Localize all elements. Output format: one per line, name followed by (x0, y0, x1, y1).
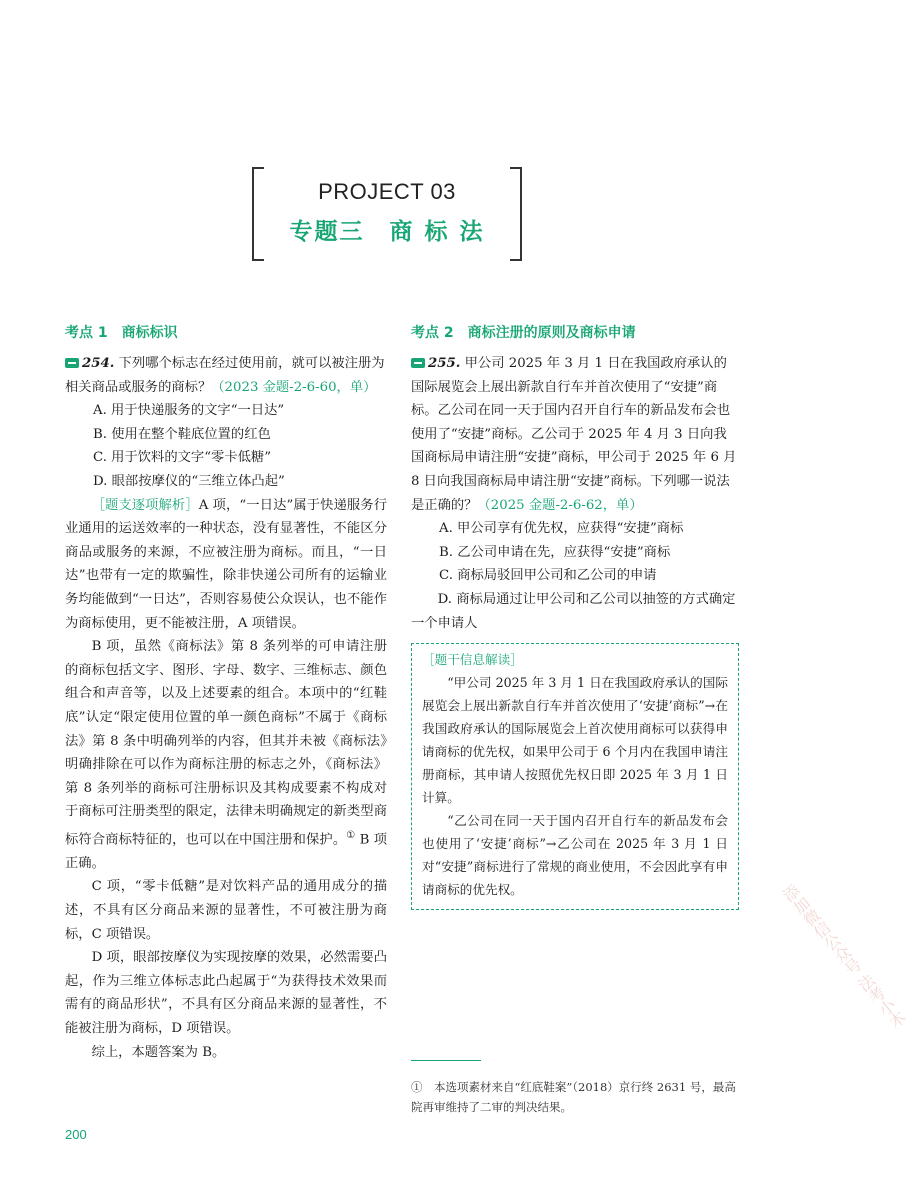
page-number: 200 (65, 1127, 87, 1142)
analysis-para-a (65, 494, 387, 636)
question-icon (411, 358, 425, 368)
question-icon (65, 358, 79, 368)
info-box (411, 643, 739, 910)
info-tag: ［题干信息解读］ (422, 652, 523, 668)
option-d: D. 眼部按摩仪的“三维立体凸起” (93, 473, 285, 489)
footnote-divider (411, 1060, 481, 1061)
footnote-ref[interactable]: ① (346, 829, 356, 841)
project-label: PROJECT 03 (318, 179, 456, 204)
question-255 (411, 352, 739, 517)
question-number: 255. (428, 356, 461, 371)
option-c: C. 商标局驳回甲公司和乙公司的申请 (439, 568, 657, 584)
chapter-title: 专题三 商 标 法 (289, 219, 485, 245)
analysis-text-a: A 项，“一日达”属于快递服务行业通用的运送效率的一种状态，没有显著性，不能区分商品或服务的来源，不应被注册为商标。而且，“一日达”也带有一定的欺骗性，除非快递公司所有的运输业务均能做到“一日达”，否则容易使公众误认，也不能作为商标使用，更不能被注册，A 项错误。 (65, 497, 387, 631)
question-text: 甲公司 2025 年 3 月 1 日在我国政府承认的国际展览会上展出新款自行车并首次使用了“安捷”商标。乙公司在同一天于国内召开自行车的新品发布会也使用了“安捷”商标。乙公司于 2025 年 4 月 3 日向我国商标局申请注册“安捷”商标，甲公司于 2025 年 6 月 8 日向我国商标局申请注册“安捷”商标。下列哪一说法是正确的？ (411, 356, 737, 513)
analysis-para-b (65, 635, 387, 875)
footnote: ① 本选项素材来自“红底鞋案”（2018）京行终 2631 号，最高院再审维持了二审的判决结果。 (411, 1080, 736, 1114)
question-number: 254. (82, 356, 115, 371)
question-254 (65, 352, 387, 399)
analysis-conclusion: 综上，本题答案为 B。 (91, 1044, 226, 1060)
left-column (65, 322, 387, 1064)
section-heading-1 (65, 322, 387, 344)
analysis-tag: ［题支逐项解析］ (91, 497, 199, 513)
section-heading-2 (411, 322, 739, 344)
option-b: B. 使用在整个鞋底位置的红色 (93, 426, 271, 442)
section-number: 考点 2 (411, 325, 454, 341)
analysis-text-b-end: B 项正确。 (65, 832, 387, 871)
option-d: D. 商标局通过让甲公司和乙公司以抽签的方式确定一个申请人 (411, 591, 736, 631)
analysis-para-c: C 项，“零卡低糖”是对饮料产品的通用成分的描述，不具有区分商品来源的显著性，不可被注册为商标，C 项错误。 (65, 879, 387, 942)
analysis-para-d: D 项，眼部按摩仪为实现按摩的效果，必然需要凸起，作为三维立体标志此凸起属于“为获得技术效果而需有的商品形状”，不具有区分商品来源的显著性，不能被注册为商标，D 项错误。 (65, 950, 387, 1037)
option-b: B. 乙公司申请在先，应获得“安捷”商标 (439, 544, 671, 560)
question-source: （2025 金题-2-6-62，单） (477, 497, 643, 513)
watermark: 添加微信公众号 法考小木 (777, 881, 909, 1033)
info-para-1: “甲公司 2025 年 3 月 1 日在我国政府承认的国际展览会上展出新款自行车并首次使用了‘安捷’商标”→在我国政府承认的国际展览会上首次使用商标可以获得申请商标的优先权，如果甲公司于 6 个月内在我国申请注册商标，其申请人按照优先权日即 2025 年 3 月 1 日计算。 (422, 675, 728, 806)
question-text: 下列哪个标志在经过使用前，就可以被注册为相关商品或服务的商标？ (65, 356, 385, 395)
section-number: 考点 1 (65, 325, 108, 341)
right-column (411, 322, 739, 910)
chapter-header (252, 167, 522, 259)
section-title: 商标标识 (121, 325, 178, 341)
option-c: C. 用于饮料的文字“零卡低糖” (93, 450, 272, 466)
analysis-text-b: B 项，虽然《商标法》第 8 条列举的可申请注册的商标包括文字、图形、字母、数字、三维标志、颜色组合和声音等，以及上述要素的组合。本项中的“红鞋底”认定“限定使用位置的单一颜色商标”不属于《商标法》第 8 条中明确列举的内容，但其并未被《商标法》明确排除在可以作为商标注册的标志之外，《商标法》第 8 条列举的商标可注册标识及其构成要素不构成对于商标可注册类型的限定，法律未明确规定的新类型商标符合商标特征的，也可以在中国注册和保护。 (65, 639, 387, 848)
section-title: 商标注册的原则及商标申请 (467, 325, 636, 341)
info-para-2: “乙公司在同一天于国内召开自行车的新品发布会也使用了‘安捷’商标”→乙公司在 2025 年 3 月 1 日对“安捷”商标进行了常规的商业使用，不会因此享有申请商标的优先权。 (422, 813, 728, 898)
option-a: A. 用于快递服务的文字“一日达” (93, 403, 285, 419)
option-a: A. 甲公司享有优先权，应获得“安捷”商标 (439, 521, 684, 537)
question-source: （2023 金题-2-6-60，单） (211, 379, 377, 395)
